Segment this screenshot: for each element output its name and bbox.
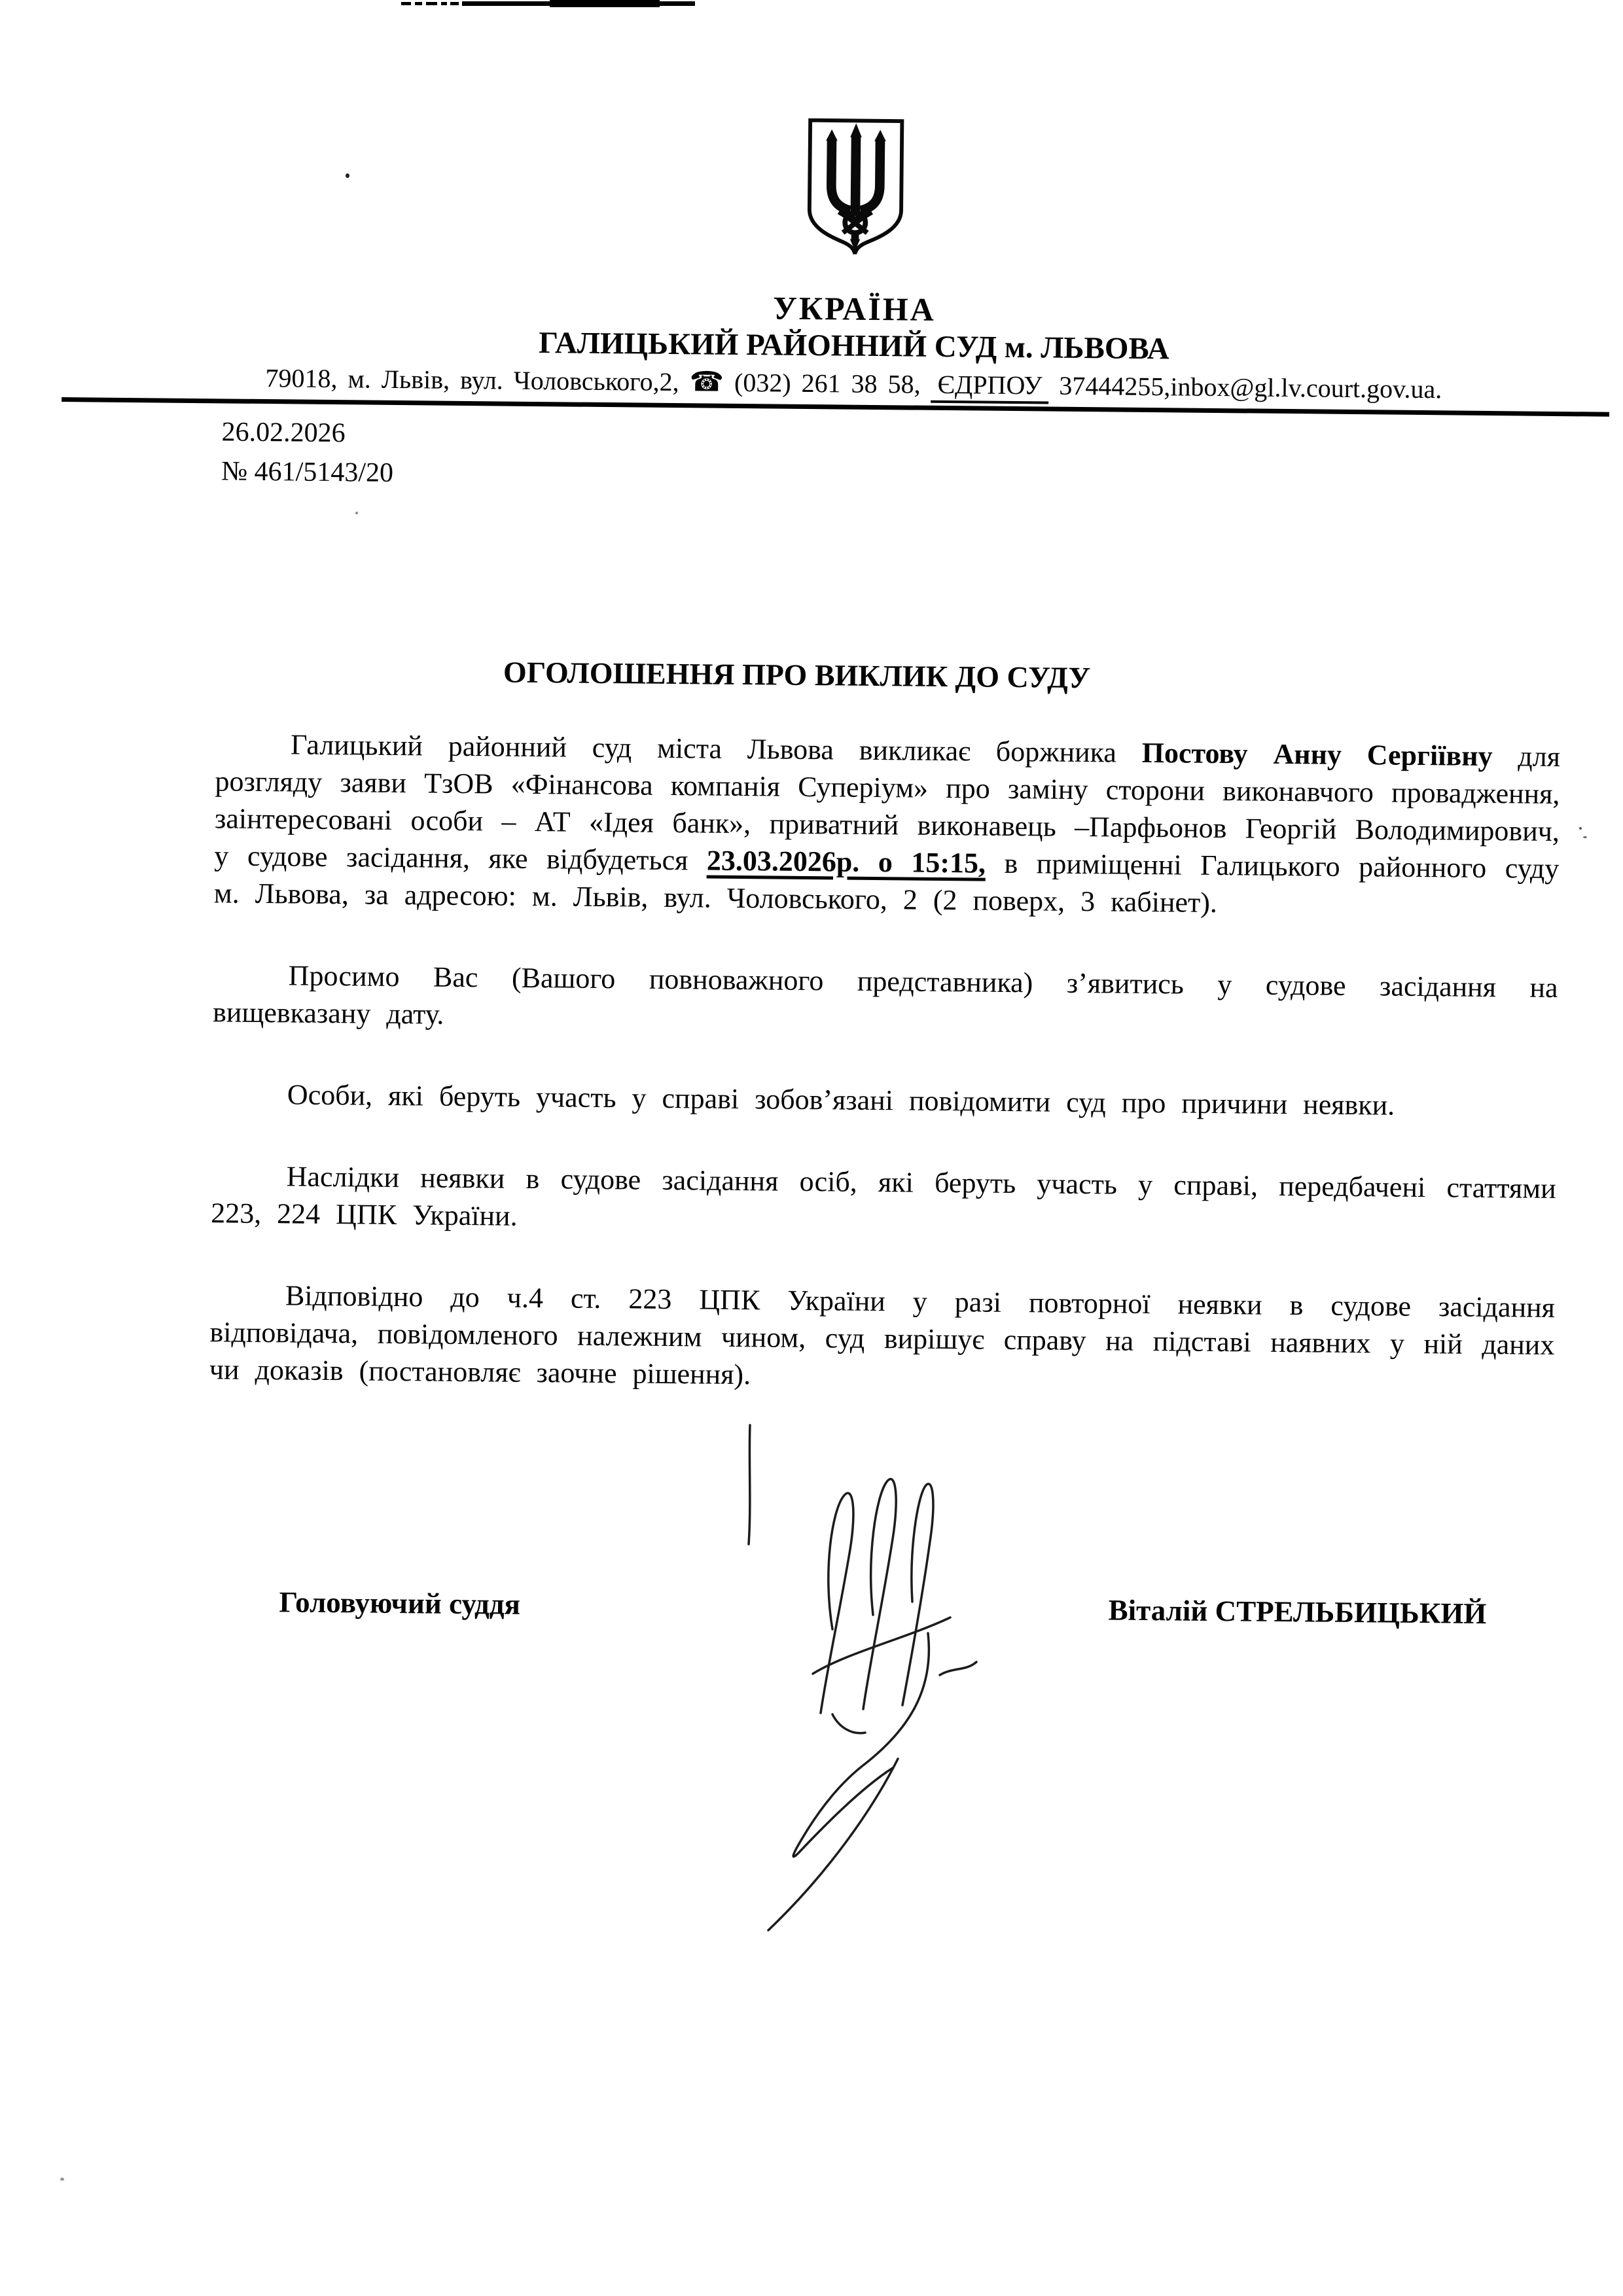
summons-text: Галицький районний суд міста Львова викликає боржника bbox=[290, 728, 1142, 769]
ukraine-coat-of-arms-icon bbox=[800, 114, 910, 260]
paragraph-default-judgment: Відповідно до ч.4 ст. 223 ЦПК України у разі повторної неявки в судове засідання відповідача, повідомленого належним чином, суд вирішує справу на підставі наявних у ній даних чи доказів (постановляє заочне рішення). bbox=[209, 1279, 1556, 1391]
handwritten-signature bbox=[734, 1413, 990, 1937]
case-number: № 461/5143/20 bbox=[221, 456, 394, 488]
hearing-location: в приміщенні Галицького районного суду м. Львова, за адресою: м. Львів, вул. Чоловського, 2 (2 поверх, 3 кабінет). bbox=[213, 847, 1560, 919]
edrpou-number-and-email: 37444255,inbox@gl.lv.court.gov.ua. bbox=[1048, 370, 1442, 404]
paragraph-consequences: Наслідки неявки в судове засідання осіб, які беруть участь у справі, передбачені статтями 223, 224 ЦПК України. bbox=[210, 1160, 1556, 1232]
country-name: УКРАЇНА bbox=[772, 289, 936, 328]
scan-speck bbox=[60, 2178, 64, 2181]
judge-title: Головуючий суддя bbox=[279, 1585, 521, 1621]
phone-icon: ☎ bbox=[689, 367, 724, 398]
document-date: 26.02.2026 bbox=[221, 417, 346, 449]
document-title: ОГОЛОШЕННЯ ПРО ВИКЛИК ДО СУДУ bbox=[503, 655, 1091, 695]
hearing-datetime: 23.03.2026р. о 15:15, bbox=[706, 844, 986, 879]
document-meta bbox=[221, 412, 1619, 504]
paragraph-summons bbox=[214, 725, 1561, 925]
address-part: 79018, м. Львів, вул. Чоловського,2, bbox=[265, 363, 690, 397]
edrpou-label: ЄДРПОУ bbox=[931, 370, 1048, 404]
paragraph-duty-to-notify: Особи, які беруть участь у справі зобов’язані повідомити суд про причини неявки. bbox=[287, 1078, 1395, 1122]
paragraph-request: Просимо Вас (Вашого повноважного представника) з’явитись у судове засідання на вищевказану дату. bbox=[212, 959, 1558, 1031]
debtor-name: Постову Анну Сергіївну bbox=[1141, 736, 1493, 773]
phone-number: (032) 261 38 58, bbox=[723, 367, 931, 399]
case-description: для розгляду заяви ТзОВ «Фінансова компанія Суперіум» про заміну сторони виконавчого провадження, заінтересовані особи – АТ «Ідея банк», приватний виконавець –Парфьонов Георгій Володимирович, у судове засідання, яке відбудеться bbox=[214, 740, 1561, 877]
judge-name: Віталій СТРЕЛЬБИЦЬКИЙ bbox=[1108, 1593, 1487, 1631]
document-body bbox=[209, 725, 1561, 1401]
court-name: ГАЛИЦЬКИЙ РАЙОННИЙ СУД м. ЛЬВОВА bbox=[538, 326, 1170, 366]
document-header bbox=[0, 106, 1622, 407]
